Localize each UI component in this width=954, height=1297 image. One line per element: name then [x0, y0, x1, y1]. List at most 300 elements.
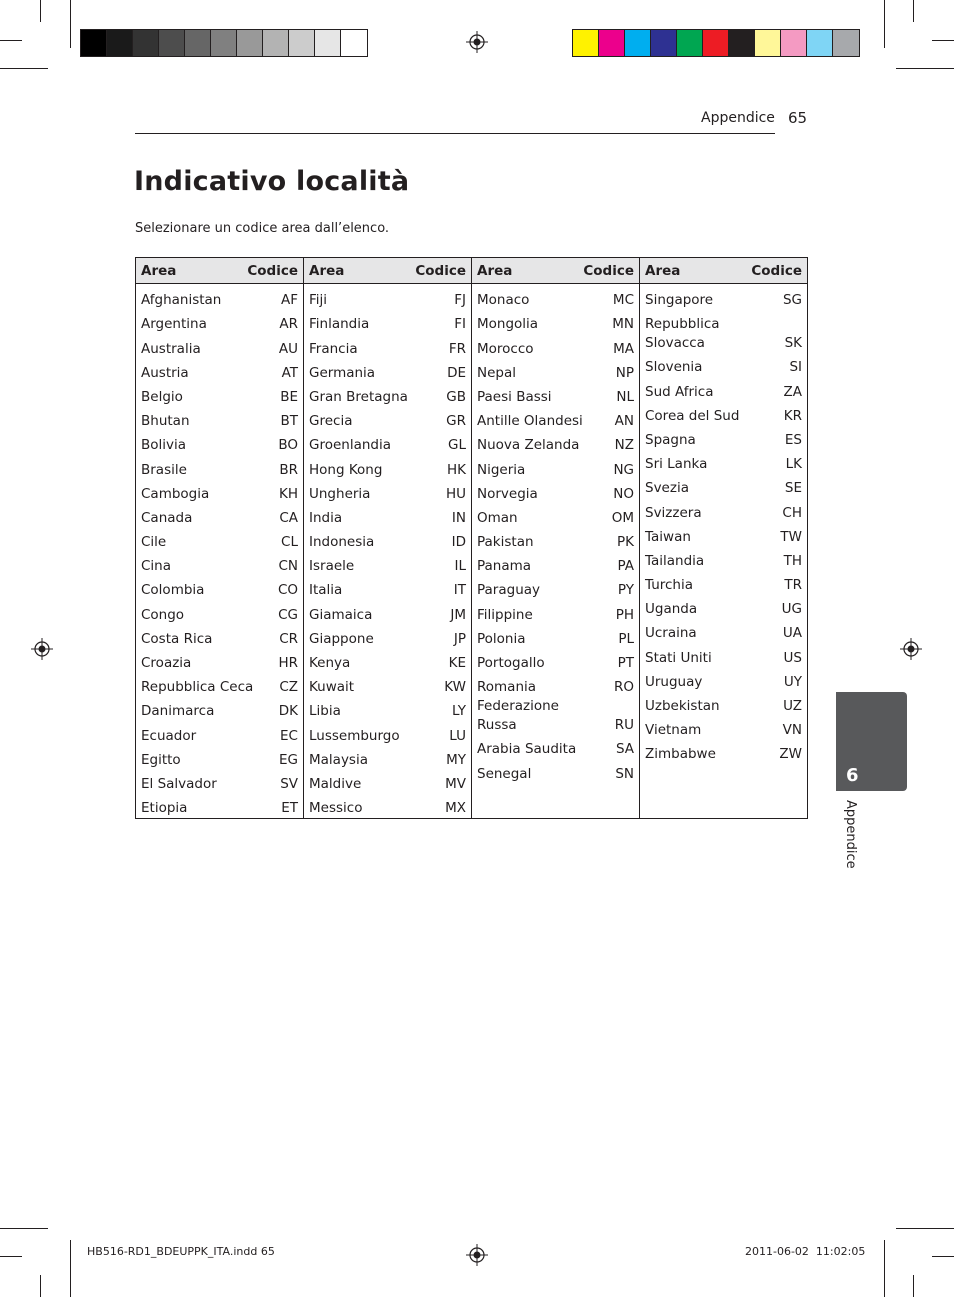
area-name: Corea del Sud [645, 407, 740, 424]
area-name: Uganda [645, 601, 698, 618]
area-code: HR [278, 655, 298, 671]
color-swatch [755, 30, 781, 56]
area-name: Giappone [309, 630, 374, 647]
area-code-table [135, 257, 808, 819]
area-code: PL [618, 630, 634, 647]
area-code: NL [616, 388, 634, 405]
area-code: NG [613, 461, 634, 478]
area-code: EG [279, 751, 298, 768]
table-row [477, 504, 634, 528]
area-header: Area [309, 262, 345, 279]
table-row [645, 668, 802, 692]
area-code: AU [278, 340, 298, 357]
table-row [645, 740, 802, 764]
page-subtitle: Selezionare un codice area dall’elenco. [135, 221, 390, 236]
table-row [645, 571, 802, 595]
area-name: Australia [141, 340, 201, 357]
area-code: IN [451, 509, 466, 526]
crop-mark [884, 1240, 885, 1297]
area-name: Canada [141, 509, 193, 526]
area-name: Maldive [309, 775, 362, 792]
table-row [477, 310, 634, 334]
table-row [477, 625, 634, 649]
table-row [141, 334, 298, 358]
table-row [141, 600, 298, 624]
table-row [645, 286, 802, 310]
table-row [477, 600, 634, 624]
area-code: BT [280, 413, 298, 430]
area-name: Turchia [645, 577, 694, 594]
table-row [477, 552, 634, 576]
color-swatch [315, 30, 341, 56]
color-swatch [237, 30, 263, 56]
color-swatch [289, 30, 315, 56]
area-name: Slovenia [645, 359, 703, 376]
area-name: Italia [309, 582, 343, 599]
table-row [141, 576, 298, 600]
chapter-number: 6 [846, 765, 859, 786]
area-name: Ungheria [309, 485, 371, 502]
area-code: UG [781, 601, 802, 618]
area-code: MV [445, 775, 466, 792]
table-row [141, 431, 298, 455]
table-row [309, 310, 466, 334]
table-row [309, 455, 466, 479]
area-name: Uruguay [645, 673, 703, 690]
area-code: SA [615, 741, 634, 758]
table-column-header [136, 258, 303, 284]
table-row [645, 498, 802, 522]
footer-filename: HB516-RD1_BDEUPPK_ITA.indd 65 [87, 1245, 275, 1258]
area-name: Monaco [477, 292, 530, 309]
table-row [309, 649, 466, 673]
color-swatch [81, 30, 107, 56]
table-row [309, 673, 466, 697]
area-code: PH [615, 606, 634, 623]
area-name: Libia [309, 703, 341, 720]
area-code: BR [279, 461, 298, 478]
area-name: Singapore [645, 292, 714, 309]
area-code: JP [453, 630, 466, 647]
area-name: Congo [141, 606, 185, 623]
area-name: Bhutan [141, 413, 190, 430]
section-label: Appendice [701, 110, 775, 126]
table-row [477, 431, 634, 455]
area-name: Ucraina [645, 625, 697, 642]
color-swatch [341, 30, 367, 56]
table-row [141, 552, 298, 576]
area-name: Fiji [309, 292, 328, 309]
area-code: GR [446, 413, 466, 430]
table-column-header [304, 258, 471, 284]
registration-mark-icon [31, 638, 53, 660]
area-name: Croazia [141, 655, 192, 671]
area-code: JM [450, 606, 466, 623]
table-row [645, 377, 802, 401]
table-row [309, 770, 466, 794]
area-name: Uzbekistan [645, 698, 720, 714]
table-row [477, 455, 634, 479]
table-column [472, 258, 640, 818]
chapter-label: Appendice [843, 800, 858, 869]
area-code: CA [279, 509, 298, 526]
area-code: GL [448, 437, 466, 454]
table-row [645, 547, 802, 571]
area-code: EC [280, 727, 298, 744]
table-row [477, 407, 634, 431]
color-swatch [703, 30, 729, 56]
area-name: Bolivia [141, 437, 187, 454]
area-code: PK [617, 534, 634, 551]
area-code: PY [617, 582, 634, 599]
registration-mark-icon [466, 1244, 488, 1266]
table-row [141, 721, 298, 745]
grayscale-swatch-bar [80, 29, 368, 57]
area-name: Nigeria [477, 461, 526, 478]
area-code: RO [613, 679, 634, 696]
table-row [477, 576, 634, 600]
area-code: AR [279, 316, 298, 333]
area-name: Cina [141, 558, 172, 575]
area-code: KW [444, 679, 466, 696]
area-name: Gran Bretagna [309, 388, 408, 405]
footer-timestamp: 2011-06-02 ￼ 11:02:05 [745, 1245, 866, 1258]
area-name: Afghanistan [141, 292, 222, 309]
registration-mark-icon [466, 31, 488, 53]
table-row [309, 359, 466, 383]
table-row [477, 649, 634, 673]
table-column [304, 258, 472, 818]
header-rule [135, 133, 775, 134]
area-name: Romania [477, 679, 537, 696]
area-code: UY [783, 673, 802, 690]
area-code: NO [613, 485, 634, 502]
table-row [141, 359, 298, 383]
table-row [141, 746, 298, 770]
area-name: Norvegia [477, 485, 538, 502]
crop-mark [70, 0, 71, 48]
area-code: CL [281, 534, 298, 551]
area-name: Senegal [477, 765, 532, 782]
color-swatch [833, 30, 859, 56]
area-code: ZA [783, 383, 802, 400]
crop-mark [913, 1275, 914, 1297]
area-name: Portogallo [477, 655, 545, 671]
area-code: ET [281, 800, 298, 817]
table-row [477, 359, 634, 383]
color-swatch [263, 30, 289, 56]
table-row [645, 450, 802, 474]
table-row [477, 383, 634, 407]
color-swatch [159, 30, 185, 56]
area-header: Area [477, 262, 513, 279]
area-code: SV [280, 775, 298, 792]
area-name: Colombia [141, 582, 205, 599]
table-row [309, 794, 466, 818]
area-code: PT [617, 655, 634, 671]
code-header: Codice [751, 262, 802, 279]
area-code: SI [789, 359, 802, 376]
table-column-header [472, 258, 639, 284]
area-name: Brasile [141, 461, 187, 478]
color-swatch [107, 30, 133, 56]
area-code: BO [278, 437, 298, 454]
area-name: Belgio [141, 388, 183, 405]
area-code: CG [278, 606, 298, 623]
table-row [645, 402, 802, 426]
area-code: LU [449, 727, 466, 744]
table-row [309, 697, 466, 721]
color-swatch [625, 30, 651, 56]
table-row [477, 334, 634, 358]
table-row [141, 455, 298, 479]
color-swatch [599, 30, 625, 56]
area-name: Cile [141, 534, 167, 551]
area-name: Kenya [309, 655, 351, 671]
area-name: Sri Lanka [645, 456, 708, 473]
area-code: SK [784, 335, 802, 352]
table-row [309, 504, 466, 528]
area-code: KR [783, 407, 802, 424]
area-code: ID [451, 534, 466, 551]
area-name: Israele [309, 558, 355, 575]
area-name: Oman [477, 509, 518, 526]
area-code: LK [785, 456, 802, 473]
table-row [141, 697, 298, 721]
table-row [141, 504, 298, 528]
area-code: HK [446, 461, 466, 478]
table-row [141, 383, 298, 407]
table-row [141, 649, 298, 673]
area-header: Area [141, 262, 177, 279]
table-row [141, 625, 298, 649]
area-name: Pakistan [477, 534, 534, 551]
area-name: Messico [309, 800, 363, 817]
table-row [309, 746, 466, 770]
table-row [645, 310, 802, 353]
area-code: KH [278, 485, 298, 502]
table-row [477, 697, 634, 735]
crop-mark [932, 40, 954, 41]
area-name: Grecia [309, 413, 353, 430]
area-name: Groenlandia [309, 437, 392, 454]
area-name: Svezia [645, 480, 689, 497]
table-row [645, 643, 802, 667]
area-code: AN [614, 413, 634, 430]
area-code: CN [278, 558, 298, 575]
area-code: CZ [279, 679, 298, 696]
crop-mark [70, 1240, 71, 1297]
area-code: UA [782, 625, 802, 642]
area-name: Polonia [477, 630, 526, 647]
area-code: MX [445, 800, 466, 817]
area-name: Germania [309, 364, 376, 381]
table-row [141, 770, 298, 794]
area-name: Etiopia [141, 800, 188, 817]
area-code: LY [452, 703, 466, 720]
code-header: Codice [583, 262, 634, 279]
table-row [645, 692, 802, 716]
area-code: FJ [454, 292, 466, 309]
area-code: FI [454, 316, 466, 333]
area-name: Svizzera [645, 504, 702, 521]
area-name: Vietnam [645, 722, 702, 739]
area-name: Egitto [141, 751, 181, 768]
area-code: NZ [614, 437, 634, 454]
table-row [645, 619, 802, 643]
table-row [645, 474, 802, 498]
table-row [141, 480, 298, 504]
area-name: Panama [477, 558, 532, 575]
area-code: MC [612, 292, 634, 309]
area-code: MA [613, 340, 634, 357]
table-row [477, 735, 634, 759]
area-name: Paesi Bassi [477, 388, 552, 405]
crop-mark [0, 68, 48, 69]
page-number: 65 [788, 109, 808, 127]
area-name: Hong Kong [309, 461, 383, 478]
crop-mark [40, 0, 41, 22]
area-code: ZW [779, 746, 802, 763]
area-name: Costa Rica [141, 630, 213, 647]
area-name: Malaysia [309, 751, 368, 768]
table-row [645, 523, 802, 547]
area-name: Repubblica Slovacca [645, 316, 720, 352]
area-name: Filippine [477, 606, 533, 623]
table-row [309, 721, 466, 745]
color-swatch [133, 30, 159, 56]
crop-mark [913, 0, 914, 22]
area-code: PA [617, 558, 634, 575]
crop-mark [932, 1256, 954, 1257]
area-code: HU [445, 485, 466, 502]
area-name: Morocco [477, 340, 534, 357]
area-code: AF [280, 292, 298, 309]
area-name: Ecuador [141, 727, 197, 744]
table-row [309, 286, 466, 310]
area-name: Sud Africa [645, 383, 714, 400]
area-name: Taiwan [645, 528, 691, 545]
table-row [141, 286, 298, 310]
area-code: TR [784, 577, 802, 594]
table-row [477, 480, 634, 504]
area-code: DK [278, 703, 298, 720]
area-code: MN [612, 316, 634, 333]
color-swatch [729, 30, 755, 56]
table-row [477, 528, 634, 552]
area-code: CH [782, 504, 802, 521]
area-name: Antille Olandesi [477, 413, 583, 430]
area-name: Lussemburgo [309, 727, 400, 744]
area-name: El Salvador [141, 775, 217, 792]
area-name: India [309, 509, 343, 526]
crop-mark [40, 1275, 41, 1297]
area-code: OM [611, 509, 634, 526]
table-row [309, 407, 466, 431]
area-code: US [783, 649, 802, 666]
table-row [645, 595, 802, 619]
area-name: Stati Uniti [645, 649, 712, 666]
table-row [309, 576, 466, 600]
area-code: CO [277, 582, 298, 599]
area-code: IT [453, 582, 466, 599]
crop-mark [896, 1228, 954, 1229]
table-row [645, 426, 802, 450]
color-swatch [781, 30, 807, 56]
area-code: AT [281, 364, 298, 381]
table-row [309, 383, 466, 407]
area-code: ES [784, 431, 802, 448]
table-row [309, 334, 466, 358]
table-column [640, 258, 807, 818]
area-header: Area [645, 262, 681, 279]
table-row [309, 552, 466, 576]
area-name: Cambogia [141, 485, 210, 502]
area-code: BE [280, 388, 298, 405]
table-row [309, 600, 466, 624]
area-name: Giamaica [309, 606, 373, 623]
color-swatch [573, 30, 599, 56]
area-name: Finlandia [309, 316, 370, 333]
area-name: Danimarca [141, 703, 215, 720]
table-row [141, 528, 298, 552]
area-code: GB [446, 388, 466, 405]
table-column [136, 258, 304, 818]
color-swatch [211, 30, 237, 56]
area-name: Francia [309, 340, 358, 357]
registration-mark-icon [900, 638, 922, 660]
table-row [141, 310, 298, 334]
area-code: TW [780, 528, 802, 545]
area-name: Mongolia [477, 316, 539, 333]
table-row [309, 625, 466, 649]
color-swatch-bar [572, 29, 860, 57]
crop-mark [0, 1256, 22, 1257]
area-name: Nepal [477, 364, 516, 381]
code-header: Codice [415, 262, 466, 279]
area-code: UZ [783, 698, 802, 714]
area-code: TH [783, 552, 802, 569]
area-code: NP [615, 364, 634, 381]
crop-mark [0, 1228, 48, 1229]
table-row [141, 673, 298, 697]
table-row [477, 673, 634, 697]
table-row [141, 794, 298, 818]
color-swatch [185, 30, 211, 56]
area-name: Kuwait [309, 679, 355, 696]
code-header: Codice [247, 262, 298, 279]
page-title: Indicativo località [134, 166, 410, 197]
area-code: KE [448, 655, 466, 671]
table-row [477, 286, 634, 310]
table-row [309, 528, 466, 552]
table-column-header [640, 258, 807, 284]
area-name: Paraguay [477, 582, 541, 599]
color-swatch [807, 30, 833, 56]
area-code: SG [782, 292, 802, 309]
crop-mark [896, 68, 954, 69]
area-name: Federazione Russa [477, 698, 559, 734]
area-name: Repubblica Ceca [141, 679, 254, 696]
crop-mark [0, 40, 22, 41]
area-name: Nuova Zelanda [477, 437, 580, 454]
table-row [309, 480, 466, 504]
color-swatch [677, 30, 703, 56]
table-row [645, 353, 802, 377]
table-row [645, 716, 802, 740]
area-code: SN [615, 765, 634, 782]
table-row [309, 431, 466, 455]
